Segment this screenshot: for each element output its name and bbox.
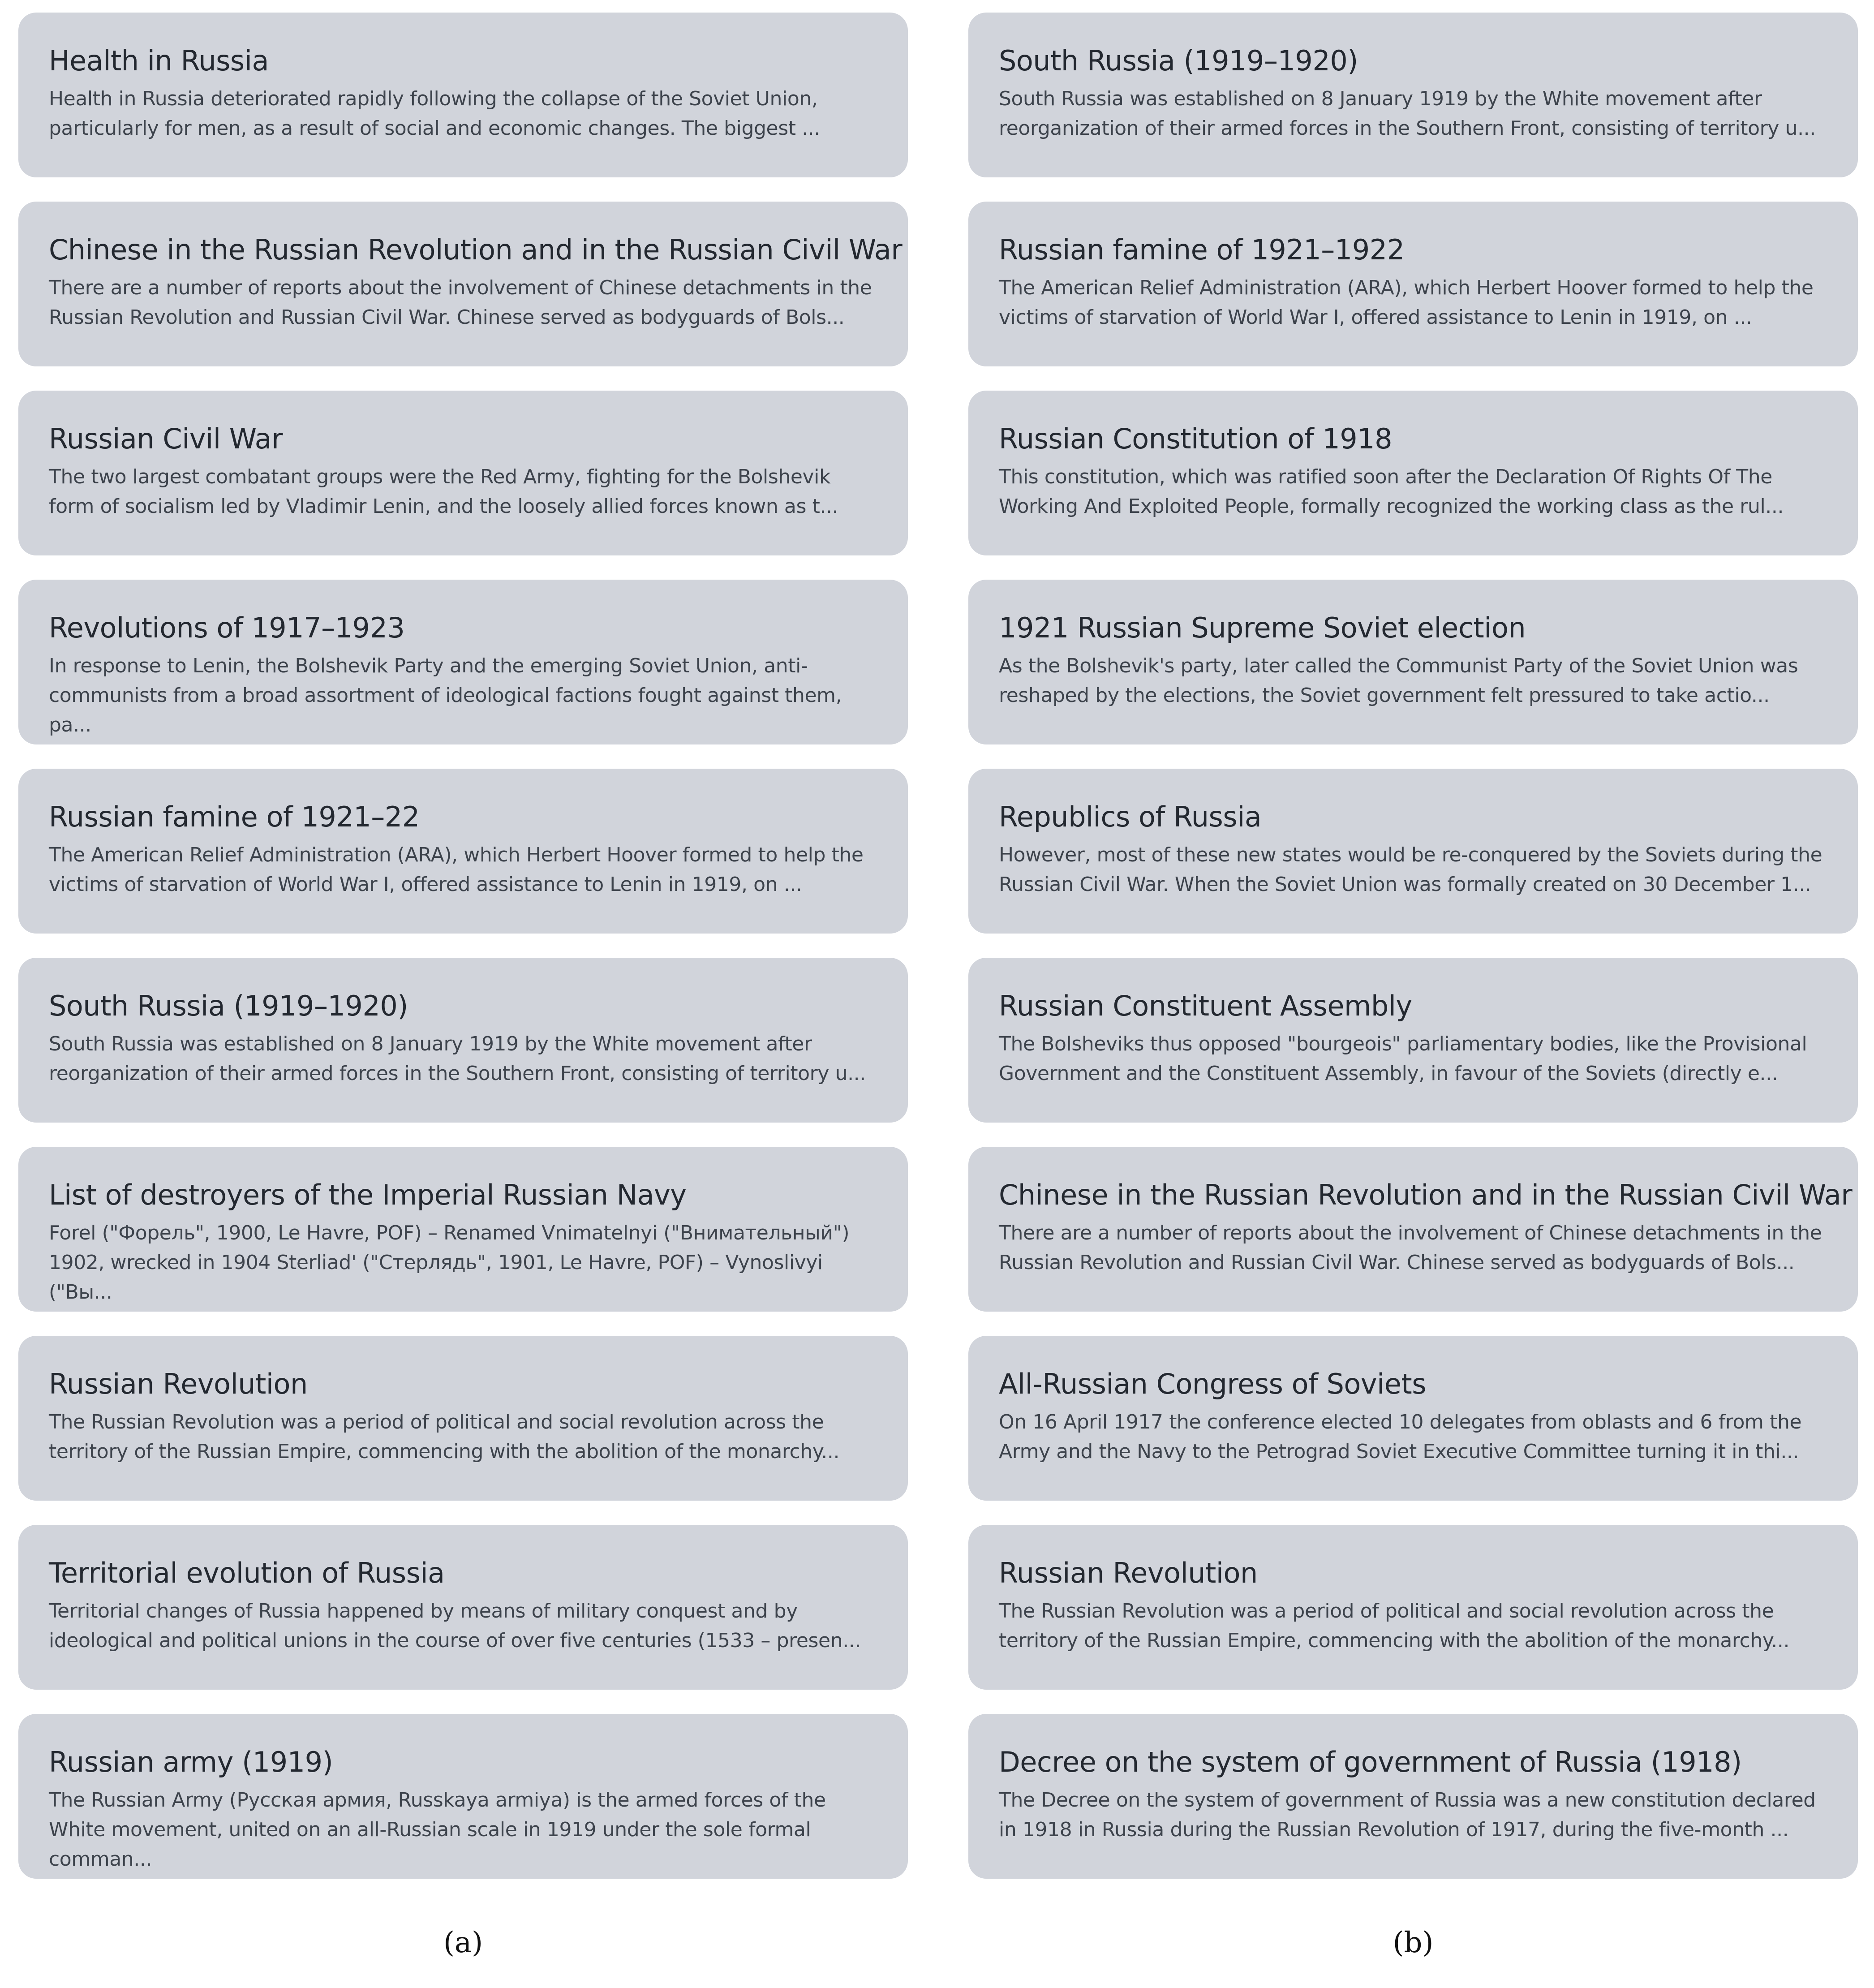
result-title[interactable]: Russian famine of 1921–1922 (999, 233, 1405, 266)
result-title[interactable]: South Russia (1919–1920) (49, 990, 408, 1022)
result-card[interactable] (18, 202, 908, 366)
results-list-b (968, 13, 1858, 1903)
result-card[interactable] (968, 202, 1858, 366)
result-snippet: However, most of these new states would be re-conquered by the Soviets during the Russian Civil War. When the Soviet Union was formally created on 30 December 1... (999, 843, 1822, 896)
result-card[interactable] (968, 1525, 1858, 1690)
result-snippet: On 16 April 1917 the conference elected 10 delegates from oblasts and 6 from the Army and the Navy to the Petrograd Soviet Executive Committee turning it in thi... (999, 1411, 1802, 1463)
result-title[interactable]: Health in Russia (49, 44, 269, 77)
result-snippet: The Russian Revolution was a period of political and social revolution across the territory of the Russian Empire, commencing with the abolition of the monarchy... (999, 1600, 1790, 1652)
result-card[interactable] (968, 958, 1858, 1123)
result-title[interactable]: Chinese in the Russian Revolution and in the Russian Civil War (49, 233, 903, 266)
result-card[interactable] (18, 958, 908, 1123)
result-snippet: The American Relief Administration (ARA), which Herbert Hoover formed to help the victims of starvation of World War I, offered assistance to Lenin in 1919, on ... (999, 276, 1814, 329)
result-title[interactable]: South Russia (1919–1920) (999, 44, 1358, 77)
result-title[interactable]: Russian Civil War (49, 422, 283, 455)
result-title[interactable]: Russian Constituent Assembly (999, 990, 1412, 1022)
result-title[interactable]: Russian Revolution (49, 1368, 308, 1400)
result-card[interactable] (968, 769, 1858, 934)
result-snippet: Territorial changes of Russia happened by means of military conquest and by ideological and political unions in the course of over five centuries (1533 – presen... (49, 1600, 861, 1652)
result-card[interactable] (18, 1714, 908, 1879)
result-title[interactable]: Russian army (1919) (49, 1746, 333, 1778)
result-card[interactable] (18, 391, 908, 555)
result-card[interactable] (18, 580, 908, 744)
result-title[interactable]: List of destroyers of the Imperial Russian Navy (49, 1179, 687, 1211)
result-title[interactable]: Decree on the system of government of Russia (1918) (999, 1746, 1742, 1778)
result-snippet: Health in Russia deteriorated rapidly following the collapse of the Soviet Union, particularly for men, as a result of social and economic changes. The biggest ... (49, 87, 820, 140)
result-card[interactable] (968, 580, 1858, 744)
result-snippet: The Decree on the system of government of Russia was a new constitution declared in 1918 in Russia during the Russian Revolution of 1917, during the five-month ... (999, 1789, 1816, 1841)
result-title[interactable]: Republics of Russia (999, 800, 1262, 833)
panel-label-b: (b) (1393, 1926, 1434, 1959)
result-title[interactable]: Revolutions of 1917–1923 (49, 611, 405, 644)
result-snippet: South Russia was established on 8 January 1919 by the White movement after reorganization of their armed forces in the Southern Front, consisting of territory u... (999, 87, 1816, 140)
result-title[interactable]: Territorial evolution of Russia (49, 1557, 445, 1589)
result-card[interactable] (968, 13, 1858, 177)
result-card[interactable] (18, 1147, 908, 1312)
result-title[interactable]: Russian Constitution of 1918 (999, 422, 1393, 455)
result-card[interactable] (968, 391, 1858, 555)
result-snippet: In response to Lenin, the Bolshevik Party and the emerging Soviet Union, anti-communists from a broad assortment of ideological factions fought against them, pa... (49, 654, 842, 736)
result-card[interactable] (968, 1714, 1858, 1879)
results-list-a (18, 13, 908, 1903)
result-snippet: The Russian Revolution was a period of political and social revolution across the territory of the Russian Empire, commencing with the abolition of the monarchy... (49, 1411, 840, 1463)
result-card[interactable] (18, 13, 908, 177)
result-title[interactable]: Russian famine of 1921–22 (49, 800, 420, 833)
result-card[interactable] (18, 769, 908, 934)
result-snippet: The Russian Army (Русская армия, Russkaya armiya) is the armed forces of the White movement, united on an all-Russian scale in 1919 under the sole formal comman... (49, 1789, 826, 1871)
result-snippet: As the Bolshevik's party, later called the Communist Party of the Soviet Union was reshaped by the elections, the Soviet government felt pressured to take actio... (999, 654, 1798, 707)
result-title[interactable]: Russian Revolution (999, 1557, 1258, 1589)
result-card[interactable] (18, 1525, 908, 1690)
result-title[interactable]: Chinese in the Russian Revolution and in the Russian Civil War (999, 1179, 1853, 1211)
result-card[interactable] (968, 1336, 1858, 1501)
result-title[interactable]: All-Russian Congress of Soviets (999, 1368, 1427, 1400)
result-snippet: The American Relief Administration (ARA), which Herbert Hoover formed to help the victims of starvation of World War I, offered assistance to Lenin in 1919, on ... (49, 843, 864, 896)
result-snippet: This constitution, which was ratified soon after the Declaration Of Rights Of The Working And Exploited People, formally recognized the working class as the rul... (999, 465, 1784, 518)
panel-label-a: (a) (443, 1926, 483, 1959)
result-card[interactable] (968, 1147, 1858, 1312)
result-title[interactable]: 1921 Russian Supreme Soviet election (999, 611, 1526, 644)
result-snippet: The two largest combatant groups were the Red Army, fighting for the Bolshevik form of socialism led by Vladimir Lenin, and the loosely allied forces known as t... (49, 465, 838, 518)
result-card[interactable] (18, 1336, 908, 1501)
result-snippet: There are a number of reports about the involvement of Chinese detachments in the Russian Revolution and Russian Civil War. Chinese served as bodyguards of Bols... (49, 276, 872, 329)
result-snippet: There are a number of reports about the involvement of Chinese detachments in the Russian Revolution and Russian Civil War. Chinese served as bodyguards of Bols... (999, 1222, 1822, 1274)
result-snippet: South Russia was established on 8 January 1919 by the White movement after reorganization of their armed forces in the Southern Front, consisting of territory u... (49, 1033, 866, 1085)
result-snippet: Forel ("Форель", 1900, Le Havre, POF) – Renamed Vnimatelnyi ("Внимательный") 1902, wrecked in 1904 Sterliad' ("Стерлядь", 1901, Le Havre, POF) – Vynoslivyi ("Вы... (49, 1222, 850, 1304)
result-snippet: The Bolsheviks thus opposed "bourgeois" parliamentary bodies, like the Provisional Government and the Constituent Assembly, in favour of the Soviets (directly e... (999, 1033, 1807, 1085)
